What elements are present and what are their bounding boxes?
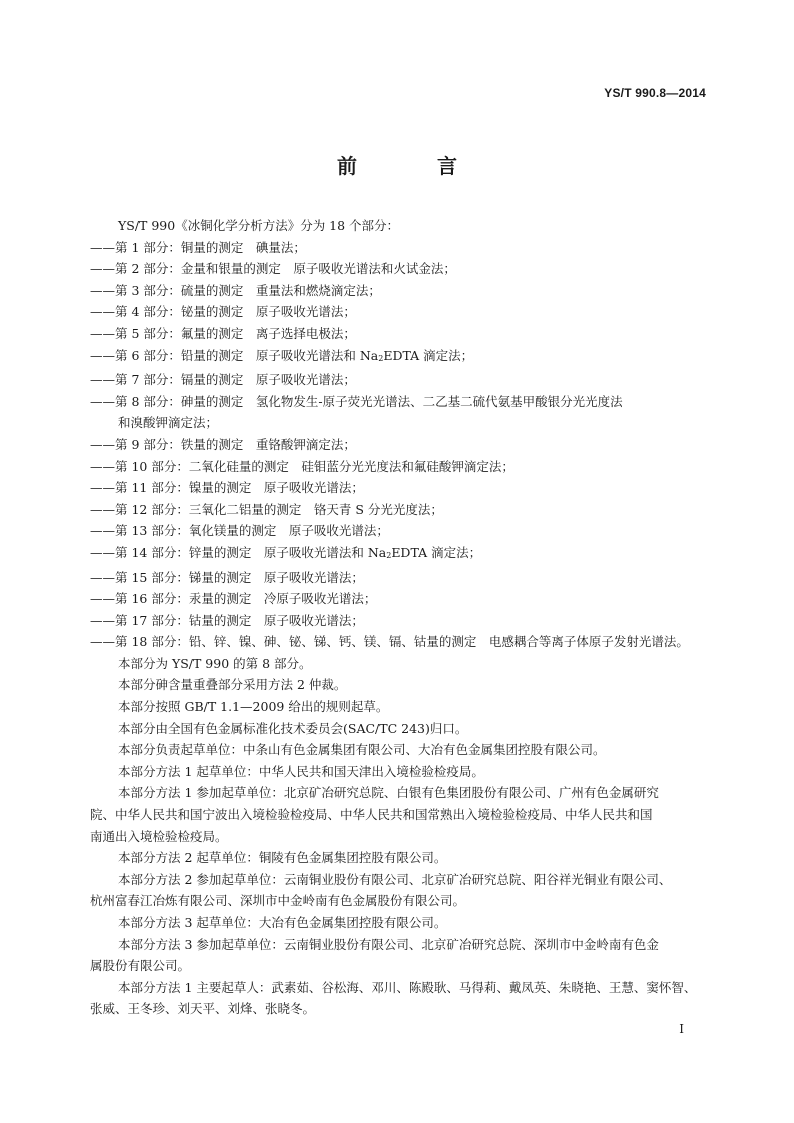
list-item: ——第 11 部分：镍量的测定 原子吸收光谱法； [90,480,364,496]
page-title: 前 言 [337,154,487,178]
list-item-continuation: 和溴酸钾滴定法； [118,415,219,431]
list-item: ——第 10 部分：二氧化硅量的测定 硅钼蓝分光光度法和氟硅酸钾滴定法； [90,458,514,474]
list-item-text: ——第 6 部分：铅量的测定 原子吸收光谱法和 Na [90,347,379,363]
paragraph: 本部分按照 GB/T 1.1—2009 给出的规则起草。 [118,699,389,715]
list-item: ——第 17 部分：钴量的测定 原子吸收光谱法； [90,612,364,628]
list-item: ——第 12 部分：三氧化二铝量的测定 铬天青 S 分光光度法； [90,501,443,517]
list-item [90,542,708,567]
paragraph: 本部分负责起草单位：中条山有色金属集团有限公司、大冶有色金属集团控股有限公司。 [118,742,606,758]
paragraph: 本部分砷含量重叠部分采用方法 2 仲裁。 [118,677,347,693]
list-item: ——第 1 部分：铜量的测定 碘量法； [90,239,306,255]
paragraph-line: 院、中华人民共和国宁波出入境检验检疫局、中华人民共和国常熟出入境检验检疫局、中华人民共和国 [90,807,653,823]
standard-code: YS/T 990.8—2014 [604,86,706,100]
list-item: ——第 16 部分：汞量的测定 冷原子吸收光谱法； [90,591,377,607]
paragraph-method3-participants [90,934,708,977]
paragraph-drafters [90,977,708,1020]
subscript: 2 [386,550,392,560]
paragraph: 本部分由全国有色金属标准化技术委员会(SAC/TC 243)归口。 [118,720,468,736]
paragraph-line: 张威、王冬珍、刘天平、刘烽、张晓冬。 [90,1001,316,1017]
subscript: 2 [378,353,384,363]
page-number: I [679,1022,684,1036]
list-item-text: EDTA 滴定法； [383,347,474,363]
list-item: ——第 8 部分：砷量的测定 氢化物发生-原子荧光光谱法、二乙基二硫代氨基甲酸银分光光度法 [90,393,623,409]
paragraph: 本部分方法 2 起草单位：铜陵有色金属集团控股有限公司。 [118,850,447,866]
paragraph-line: 南通出入境检验检疫局。 [90,828,228,844]
parts-list [90,237,708,653]
list-item: ——第 5 部分：氟量的测定 离子选择电极法； [90,325,356,341]
list-item: ——第 4 部分：铋量的测定 原子吸收光谱法； [90,304,356,320]
list-item: ——第 7 部分：镉量的测定 原子吸收光谱法； [90,372,356,388]
list-item: ——第 3 部分：硫量的测定 重量法和燃烧滴定法； [90,282,381,298]
list-item: ——第 15 部分：锑量的测定 原子吸收光谱法； [90,569,364,585]
list-item: ——第 2 部分：金量和银量的测定 原子吸收光谱法和火试金法； [90,261,456,277]
paragraph-line: 本部分方法 2 参加起草单位：云南铜业股份有限公司、北京矿冶研究总院、阳谷祥光铜业有限公司、 [118,871,672,887]
paragraph-line: 属股份有限公司。 [90,958,191,974]
paragraph-method1-participants [90,782,708,847]
list-item [90,345,708,370]
paragraph: 本部分方法 1 起草单位：中华人民共和国天津出入境检验检疫局。 [118,763,484,779]
paragraph-line: 杭州富春江冶炼有限公司、深圳市中金岭南有色金属股份有限公司。 [90,893,466,909]
foreword-body [90,215,708,1020]
intro-paragraph: YS/T 990《冰铜化学分析方法》分为 18 个部分： [118,218,400,233]
list-item: ——第 13 部分：氧化镁量的测定 原子吸收光谱法； [90,523,389,539]
list-item-text: ——第 14 部分：锌量的测定 原子吸收光谱法和 Na [90,544,387,560]
paragraph: 本部分方法 3 起草单位：大冶有色金属集团控股有限公司。 [118,915,447,930]
paragraph: 本部分为 YS/T 990 的第 8 部分。 [118,655,312,671]
list-item-text: EDTA 滴定法； [391,544,482,560]
paragraph-method2-participants [90,869,708,912]
list-item: ——第 9 部分：铁量的测定 重铬酸钾滴定法； [90,436,356,452]
paragraph-line: 本部分方法 3 参加起草单位：云南铜业股份有限公司、北京矿冶研究总院、深圳市中金岭南有色金 [118,936,659,952]
paragraph-line: 本部分方法 1 参加起草单位：北京矿冶研究总院、白银有色集团股份有限公司、广州有色金属研究 [118,785,659,801]
paragraph-line: 本部分方法 1 主要起草人：武素茹、谷松海、邓川、陈殿耿、马得莉、戴凤英、朱晓艳、王慧、窦怀智、 [118,979,697,995]
list-item: ——第 18 部分：铅、锌、镍、砷、铋、锑、钙、镁、镉、钴量的测定 电感耦合等离子体原子发射光谱法。 [90,634,689,650]
